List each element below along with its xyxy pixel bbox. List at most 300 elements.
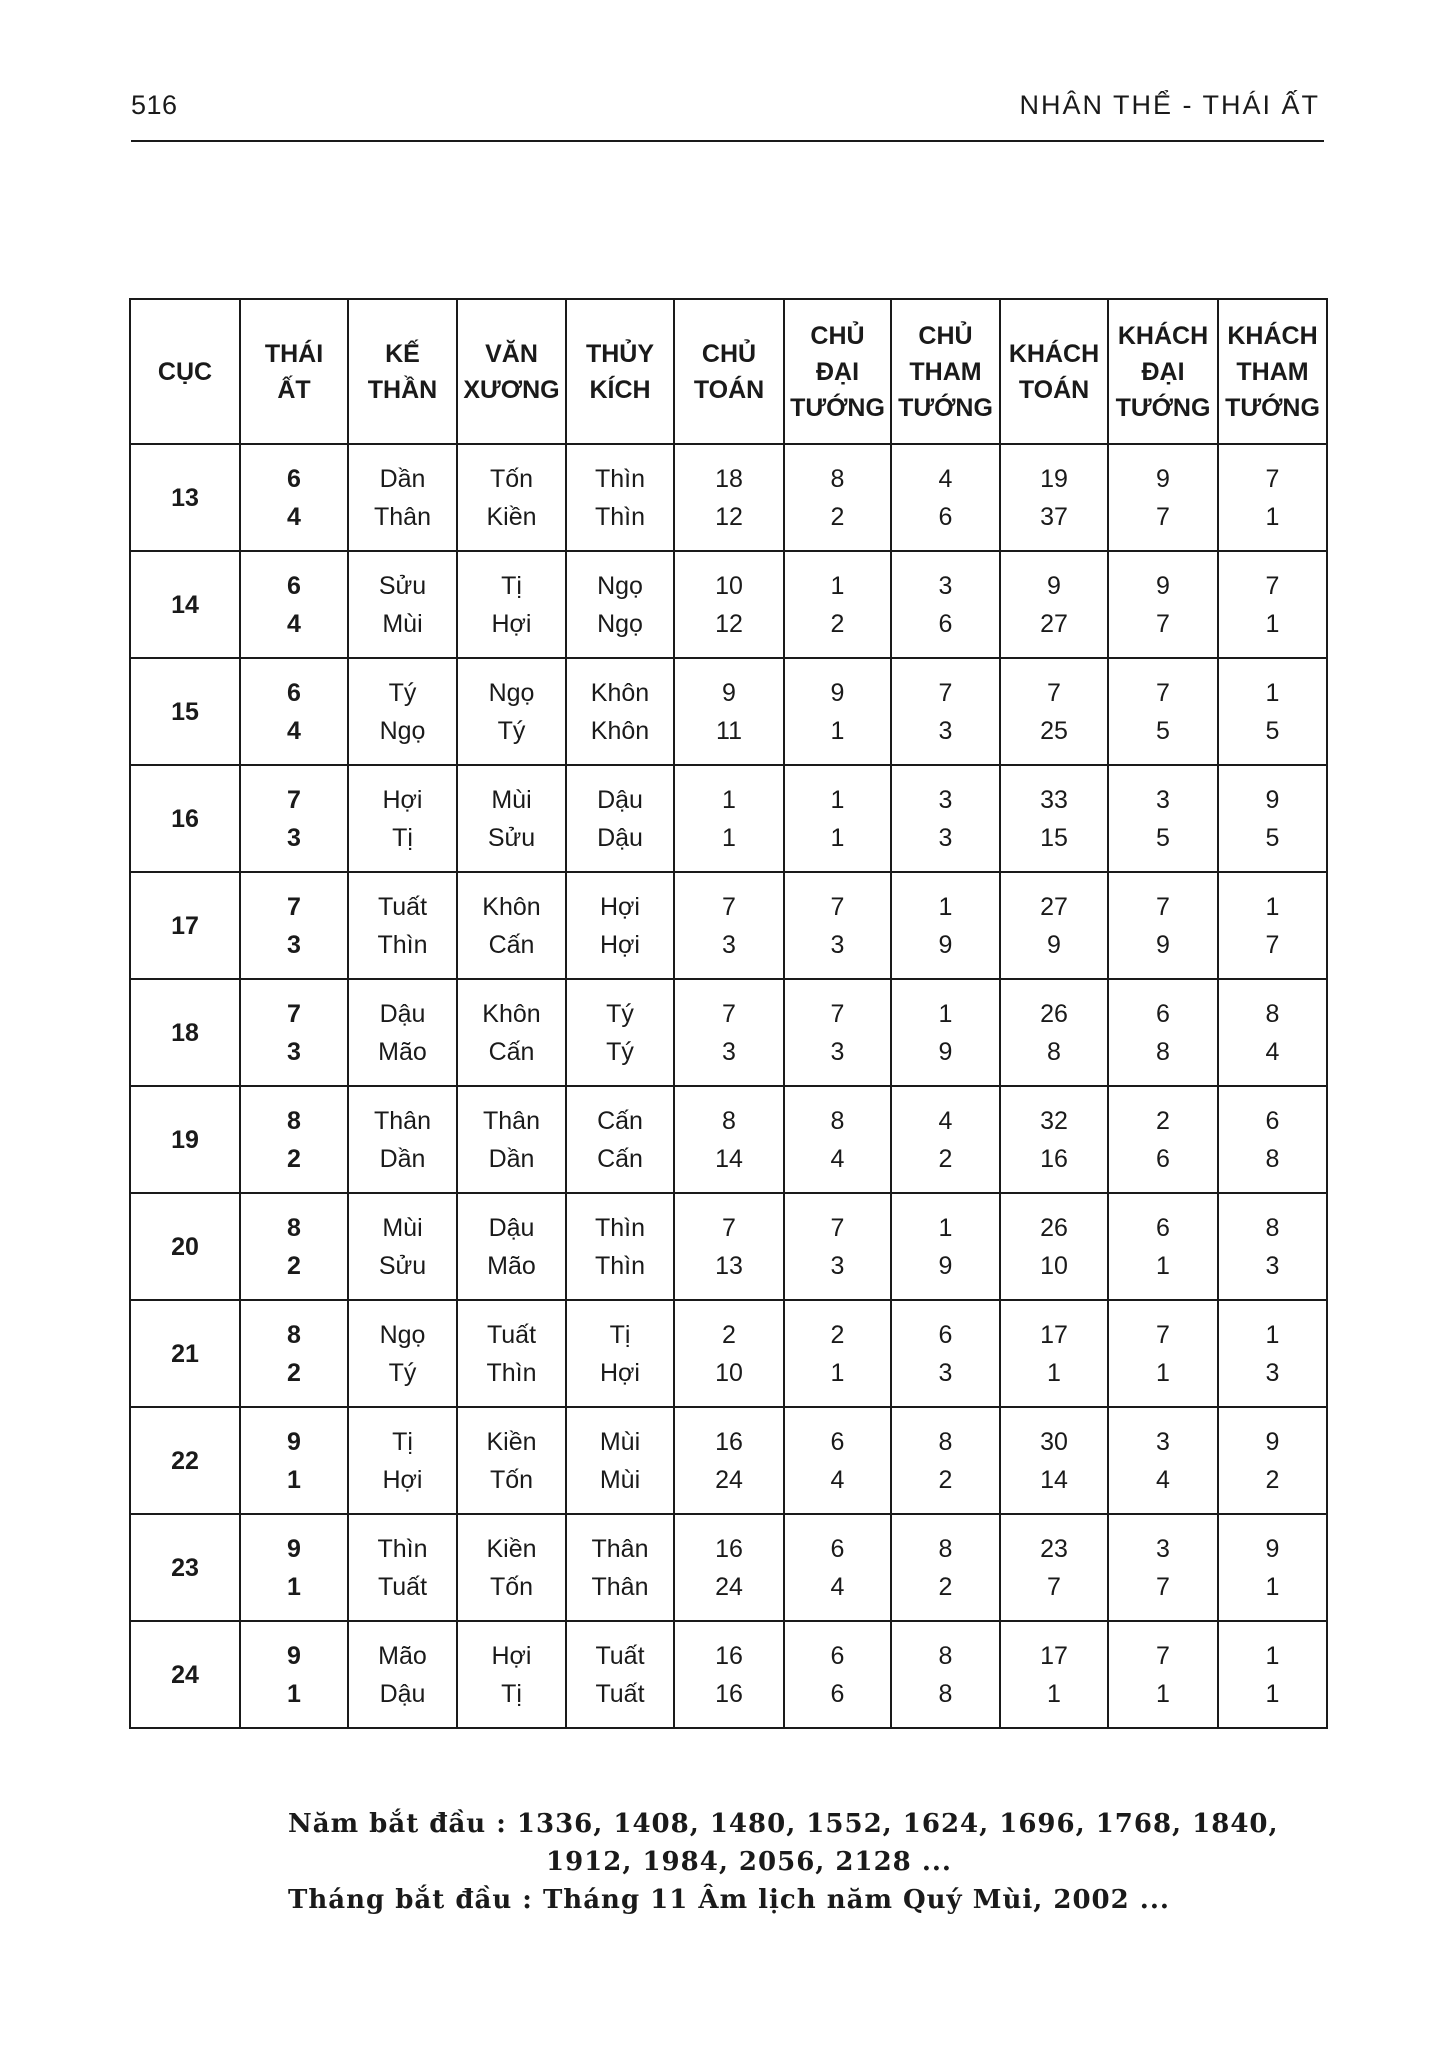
cell-value-top: 3 <box>1156 785 1170 814</box>
table-cell <box>1218 1300 1327 1407</box>
table-cell <box>240 979 348 1086</box>
cell-value-bottom: 2 <box>830 502 845 531</box>
table-cell <box>674 765 784 872</box>
table-cell <box>784 979 891 1086</box>
cell-value-top: 3 <box>1156 1534 1170 1563</box>
cell-value-top: 8 <box>1265 999 1280 1028</box>
cell-value-bottom: 8 <box>1265 1144 1280 1173</box>
cell-value-bottom: 3 <box>287 823 301 852</box>
column-header <box>130 299 240 444</box>
table-cell <box>457 1193 566 1300</box>
cell-value-bottom: 1 <box>830 1358 845 1387</box>
table-cell <box>674 1514 784 1621</box>
column-header-line: THAM <box>1236 357 1309 386</box>
column-header-line: TOÁN <box>693 375 765 404</box>
table-row <box>130 1514 1327 1621</box>
table-cell <box>674 1086 784 1193</box>
cuc-number: 15 <box>130 658 240 765</box>
table-cell <box>1218 1086 1327 1193</box>
cell-value-bottom: 3 <box>830 930 845 959</box>
cell-value-top: 16 <box>715 1534 743 1563</box>
table-cell <box>1108 979 1218 1086</box>
cell-value-top: Tuất <box>595 1641 645 1670</box>
cell-value-top: 9 <box>287 1534 301 1563</box>
column-header-line: VĂN <box>485 339 538 368</box>
table-cell <box>457 872 566 979</box>
table-cell <box>566 872 674 979</box>
table-row <box>130 1086 1327 1193</box>
cell-value-top: 9 <box>830 678 845 707</box>
table-cell <box>348 1086 457 1193</box>
cell-value-bottom: 7 <box>1047 1572 1061 1601</box>
cell-value-bottom: 9 <box>938 1251 953 1280</box>
cell-value-top: Hợi <box>382 785 423 814</box>
table-cell <box>1000 444 1108 551</box>
cell-value-top: 7 <box>722 892 736 921</box>
cell-value-bottom: 5 <box>1265 716 1280 745</box>
cell-value-top: Kiền <box>486 1427 537 1456</box>
cell-value-bottom: Thìn <box>594 502 646 531</box>
cell-value-top: 8 <box>830 1106 845 1135</box>
cell-value-top: 32 <box>1040 1106 1068 1135</box>
cell-value-bottom: 3 <box>722 930 736 959</box>
cell-value-bottom: 5 <box>1156 823 1170 852</box>
cell-value-bottom: 8 <box>938 1679 953 1708</box>
cell-value-top: 3 <box>938 571 953 600</box>
cell-value-bottom: 1 <box>287 1679 301 1708</box>
cell-value-bottom: 3 <box>938 1358 953 1387</box>
cell-value-bottom: Cấn <box>488 1037 535 1066</box>
cell-value-bottom: Thân <box>591 1572 649 1601</box>
cell-value-bottom: 7 <box>1156 609 1170 638</box>
cell-value-bottom: 4 <box>1156 1465 1170 1494</box>
cell-value-top: Thìn <box>594 1213 646 1242</box>
table-cell <box>457 444 566 551</box>
cell-value-bottom: 14 <box>1040 1465 1068 1494</box>
table-cell <box>784 1514 891 1621</box>
table-cell <box>566 1407 674 1514</box>
table-cell <box>566 1086 674 1193</box>
cell-value-bottom: 12 <box>715 609 743 638</box>
cell-value-top: Dậu <box>379 999 426 1028</box>
table-cell <box>348 658 457 765</box>
table-cell <box>348 1621 457 1728</box>
cell-value-bottom: Sửu <box>487 823 536 852</box>
cell-value-bottom: Tuất <box>595 1679 645 1708</box>
table-cell <box>674 444 784 551</box>
column-header-line: ẤT <box>277 375 311 404</box>
cuc-number: 16 <box>130 765 240 872</box>
cell-value-top: Tị <box>392 1427 413 1456</box>
column-header <box>1218 299 1327 444</box>
cell-value-bottom: 3 <box>830 1037 845 1066</box>
cell-value-bottom: Tốn <box>489 1572 534 1601</box>
cuc-number: 20 <box>130 1193 240 1300</box>
column-header <box>566 299 674 444</box>
table-cell <box>240 1407 348 1514</box>
table-row <box>130 1621 1327 1728</box>
table-cell <box>348 444 457 551</box>
column-header-line: THỦY <box>585 339 655 368</box>
column-header-line: THẦN <box>367 375 438 404</box>
table-cell <box>457 1300 566 1407</box>
table-cell <box>1108 1193 1218 1300</box>
cell-value-bottom: Dậu <box>597 823 643 852</box>
table-cell <box>891 1300 1000 1407</box>
cell-value-bottom: 24 <box>715 1572 743 1601</box>
cell-value-top: 8 <box>287 1213 301 1242</box>
cell-value-top: Tuất <box>486 1320 537 1349</box>
cell-value-bottom: 14 <box>715 1144 743 1173</box>
cell-value-top: 16 <box>715 1641 743 1670</box>
table-cell <box>674 658 784 765</box>
cell-value-top: 9 <box>1156 571 1170 600</box>
cell-value-top: 7 <box>1265 464 1280 493</box>
cell-value-bottom: Ngọ <box>597 609 643 638</box>
table-cell <box>1218 444 1327 551</box>
cell-value-top: 8 <box>830 464 845 493</box>
cell-value-top: 8 <box>287 1106 301 1135</box>
cell-value-top: 10 <box>715 571 743 600</box>
cell-value-bottom: 5 <box>1156 716 1170 745</box>
cell-value-top: 18 <box>715 464 743 493</box>
table-cell <box>566 1621 674 1728</box>
cell-value-top: Sửu <box>378 571 427 600</box>
cell-value-bottom: 1 <box>1265 609 1280 638</box>
cell-value-bottom: Thìn <box>594 1251 646 1280</box>
column-header-line: TƯỚNG <box>1225 393 1320 422</box>
cell-value-top: 6 <box>287 571 301 600</box>
table-cell <box>891 1193 1000 1300</box>
table-cell <box>1000 551 1108 658</box>
column-header-line: CHỦ <box>918 321 973 350</box>
cell-value-bottom: 9 <box>938 930 953 959</box>
cell-value-bottom: 4 <box>287 609 301 638</box>
table-cell <box>566 444 674 551</box>
cell-value-top: Khôn <box>482 892 541 921</box>
cell-value-bottom: 2 <box>287 1144 301 1173</box>
table-cell <box>891 1514 1000 1621</box>
cell-value-top: 7 <box>1047 678 1061 707</box>
cell-value-bottom: Thìn <box>486 1358 537 1387</box>
cell-value-bottom: Tý <box>606 1037 634 1066</box>
cuc-number: 19 <box>130 1086 240 1193</box>
table-cell <box>348 551 457 658</box>
cell-value-bottom: 4 <box>287 716 301 745</box>
cell-value-bottom: Cấn <box>597 1144 643 1173</box>
cell-value-top: 1 <box>830 785 845 814</box>
table-row <box>130 765 1327 872</box>
table-cell <box>1000 765 1108 872</box>
cell-value-bottom: Hợi <box>382 1465 423 1494</box>
cell-value-top: 3 <box>1156 1427 1170 1456</box>
cell-value-top: 9 <box>287 1427 301 1456</box>
cell-value-top: 16 <box>715 1427 743 1456</box>
cell-value-top: 9 <box>1265 785 1280 814</box>
cell-value-top: Khôn <box>482 999 541 1028</box>
cell-value-top: 9 <box>1156 464 1170 493</box>
cell-value-bottom: Mão <box>378 1037 427 1066</box>
cell-value-top: Tị <box>609 1320 631 1349</box>
cell-value-top: 30 <box>1040 1427 1068 1456</box>
table-cell <box>348 765 457 872</box>
table-cell <box>784 551 891 658</box>
cell-value-top: Hợi <box>599 892 640 921</box>
cell-value-top: Ngọ <box>597 571 643 600</box>
cell-value-top: 1 <box>1265 1641 1280 1670</box>
column-header-line: TƯỚNG <box>790 393 885 422</box>
cell-value-bottom: 2 <box>938 1144 953 1173</box>
cell-value-bottom: 1 <box>1265 1572 1280 1601</box>
cell-value-top: Thìn <box>377 1534 428 1563</box>
cell-value-bottom: 10 <box>1040 1251 1068 1280</box>
column-header-line: KHÁCH <box>1008 339 1100 368</box>
table-cell <box>891 872 1000 979</box>
cell-value-bottom: 6 <box>938 609 953 638</box>
table-cell <box>1108 872 1218 979</box>
cell-value-bottom: 9 <box>938 1037 953 1066</box>
cell-value-bottom: 3 <box>287 930 301 959</box>
cell-value-top: Dần <box>379 464 426 493</box>
table-header-row <box>130 299 1327 444</box>
cell-value-bottom: 3 <box>287 1037 301 1066</box>
cell-value-top: Dậu <box>597 785 643 814</box>
cuc-number: 24 <box>130 1621 240 1728</box>
table-cell <box>1000 1514 1108 1621</box>
cuc-table <box>129 298 1328 1729</box>
table-cell <box>784 1193 891 1300</box>
cell-value-top: 8 <box>938 1534 953 1563</box>
cell-value-top: 19 <box>1040 464 1068 493</box>
table-cell <box>891 1086 1000 1193</box>
column-header-line: TOÁN <box>1018 375 1090 404</box>
cell-value-bottom: 2 <box>287 1251 301 1280</box>
cell-value-top: 2 <box>1156 1106 1170 1135</box>
cuc-number: 17 <box>130 872 240 979</box>
cell-value-bottom: 27 <box>1040 609 1068 638</box>
cell-value-bottom: 4 <box>1265 1037 1280 1066</box>
table-cell <box>674 551 784 658</box>
cell-value-top: Mão <box>378 1641 427 1670</box>
table-cell <box>457 551 566 658</box>
table-cell <box>457 765 566 872</box>
table-cell <box>1000 1086 1108 1193</box>
cell-value-bottom: 5 <box>1265 823 1280 852</box>
cell-value-top: Khôn <box>590 678 650 707</box>
cell-value-top: 2 <box>830 1320 845 1349</box>
cell-value-top: 7 <box>830 892 845 921</box>
table-cell <box>457 658 566 765</box>
table-cell <box>1108 551 1218 658</box>
cuc-number: 21 <box>130 1300 240 1407</box>
cell-value-top: 7 <box>1265 571 1280 600</box>
cell-value-top: 6 <box>830 1427 845 1456</box>
cell-value-bottom: 1 <box>830 716 845 745</box>
cell-value-top: 1 <box>722 785 736 814</box>
cell-value-top: 1 <box>1265 1320 1280 1349</box>
table-cell <box>784 1621 891 1728</box>
table-cell <box>784 872 891 979</box>
table-cell <box>566 979 674 1086</box>
cell-value-top: 1 <box>938 1213 953 1242</box>
cell-value-bottom: 1 <box>1047 1679 1061 1708</box>
cell-value-bottom: 4 <box>287 502 301 531</box>
cell-value-bottom: 6 <box>830 1679 845 1708</box>
table-cell <box>1218 1514 1327 1621</box>
table-cell <box>1108 658 1218 765</box>
cell-value-top: Ngọ <box>379 1320 426 1349</box>
table-cell <box>348 1407 457 1514</box>
cell-value-top: 6 <box>1265 1106 1280 1135</box>
cell-value-bottom: 37 <box>1040 502 1068 531</box>
table-cell <box>348 1514 457 1621</box>
cell-value-top: 9 <box>1047 571 1061 600</box>
table-cell <box>566 658 674 765</box>
cell-value-bottom: 2 <box>830 609 845 638</box>
cell-value-bottom: 1 <box>1156 1251 1170 1280</box>
table-cell <box>240 658 348 765</box>
cell-value-bottom: 7 <box>1156 1572 1170 1601</box>
table-cell <box>1218 1621 1327 1728</box>
cuc-number: 13 <box>130 444 240 551</box>
cell-value-bottom: 2 <box>287 1358 301 1387</box>
page-header <box>131 84 1324 142</box>
column-header-line: KHÁCH <box>1117 321 1209 350</box>
cell-value-bottom: 4 <box>830 1572 845 1601</box>
cell-value-top: Tý <box>606 999 634 1028</box>
cell-value-bottom: 2 <box>938 1572 953 1601</box>
cell-value-bottom: 9 <box>1047 930 1061 959</box>
table-cell <box>674 1193 784 1300</box>
cell-value-bottom: 13 <box>715 1251 743 1280</box>
table-cell <box>566 1193 674 1300</box>
cell-value-top: 8 <box>938 1641 953 1670</box>
table-cell <box>348 1193 457 1300</box>
table-cell <box>1108 765 1218 872</box>
column-header-line: TƯỚNG <box>1115 393 1211 422</box>
start-month-line: Tháng bắt đầu : Tháng 11 Âm lịch năm Quý Mùi, 2002 ... <box>288 1885 1170 1915</box>
cell-value-bottom: Cấn <box>488 930 535 959</box>
cell-value-top: 3 <box>938 785 953 814</box>
cell-value-bottom: Tị <box>392 823 413 852</box>
column-header <box>1000 299 1108 444</box>
column-header-line: KÍCH <box>589 375 651 404</box>
cell-value-top: 7 <box>287 892 301 921</box>
table-cell <box>784 1407 891 1514</box>
cell-value-bottom: Ngọ <box>379 716 426 745</box>
table-cell <box>784 658 891 765</box>
cell-value-bottom: 2 <box>938 1465 953 1494</box>
cell-value-top: 1 <box>938 999 953 1028</box>
cell-value-top: 9 <box>287 1641 301 1670</box>
cell-value-top: 26 <box>1040 999 1068 1028</box>
cell-value-top: Mùi <box>382 1213 423 1242</box>
cell-value-bottom: Kiền <box>486 502 537 531</box>
cell-value-top: 6 <box>1156 1213 1170 1242</box>
column-header <box>891 299 1000 444</box>
table-cell <box>457 979 566 1086</box>
table-cell <box>240 444 348 551</box>
table-cell <box>1218 1407 1327 1514</box>
cell-value-top: 6 <box>830 1641 845 1670</box>
cell-value-bottom: 24 <box>715 1465 743 1494</box>
cell-value-top: 26 <box>1040 1213 1068 1242</box>
cell-value-bottom: 7 <box>1156 502 1170 531</box>
table-cell <box>566 765 674 872</box>
table-cell <box>1218 979 1327 1086</box>
table-cell <box>1000 658 1108 765</box>
cell-value-bottom: 6 <box>938 502 953 531</box>
cell-value-bottom: 7 <box>1265 930 1280 959</box>
cell-value-top: Thân <box>483 1106 540 1135</box>
cell-value-top: 9 <box>722 678 736 707</box>
cell-value-bottom: 1 <box>1156 1679 1170 1708</box>
cell-value-top: 1 <box>830 571 845 600</box>
cell-value-top: Tị <box>501 571 522 600</box>
cell-value-bottom: 1 <box>722 823 736 852</box>
cell-value-bottom: Hợi <box>599 930 640 959</box>
table-cell <box>457 1621 566 1728</box>
column-header-line: THAM <box>909 357 982 386</box>
cell-value-bottom: 3 <box>938 823 953 852</box>
column-header-line: ĐẠI <box>815 357 860 386</box>
table-row <box>130 444 1327 551</box>
table-cell <box>891 765 1000 872</box>
table-cell <box>1108 1621 1218 1728</box>
cell-value-top: Hợi <box>491 1641 532 1670</box>
table-cell <box>1218 872 1327 979</box>
cell-value-top: 8 <box>722 1106 736 1135</box>
cell-value-top: 4 <box>938 464 953 493</box>
cell-value-bottom: 15 <box>1040 823 1068 852</box>
column-header-line: KHÁCH <box>1227 321 1318 350</box>
cell-value-top: 33 <box>1040 785 1068 814</box>
table-row <box>130 551 1327 658</box>
cell-value-top: Thìn <box>594 464 646 493</box>
cell-value-bottom: Hợi <box>491 609 532 638</box>
cell-value-bottom: Tuất <box>377 1572 428 1601</box>
cell-value-top: 7 <box>1156 1641 1170 1670</box>
table-cell <box>674 872 784 979</box>
table-cell <box>891 979 1000 1086</box>
footer-notes <box>288 1805 1328 1919</box>
table-cell <box>1000 1407 1108 1514</box>
cell-value-bottom: Tý <box>388 1358 417 1387</box>
column-header-line: CỤC <box>157 357 213 386</box>
cuc-number: 18 <box>130 979 240 1086</box>
cell-value-top: Tý <box>388 678 417 707</box>
table-cell <box>784 444 891 551</box>
cell-value-top: Cấn <box>597 1106 643 1135</box>
cell-value-bottom: 8 <box>1156 1037 1170 1066</box>
cell-value-bottom: Sửu <box>378 1251 427 1280</box>
table-cell <box>1108 1300 1218 1407</box>
cell-value-top: 27 <box>1040 892 1068 921</box>
cell-value-top: 9 <box>1265 1534 1280 1563</box>
cell-value-top: 8 <box>938 1427 953 1456</box>
cell-value-bottom: 25 <box>1040 716 1068 745</box>
table-cell <box>566 1514 674 1621</box>
cell-value-top: 1 <box>1265 892 1280 921</box>
table-cell <box>240 551 348 658</box>
cell-value-top: 7 <box>722 1213 736 1242</box>
table-cell <box>348 872 457 979</box>
cell-value-bottom: 4 <box>830 1465 845 1494</box>
cell-value-bottom: Dậu <box>379 1679 426 1708</box>
cell-value-top: 9 <box>1265 1427 1280 1456</box>
table-cell <box>784 1300 891 1407</box>
table-cell <box>1108 444 1218 551</box>
